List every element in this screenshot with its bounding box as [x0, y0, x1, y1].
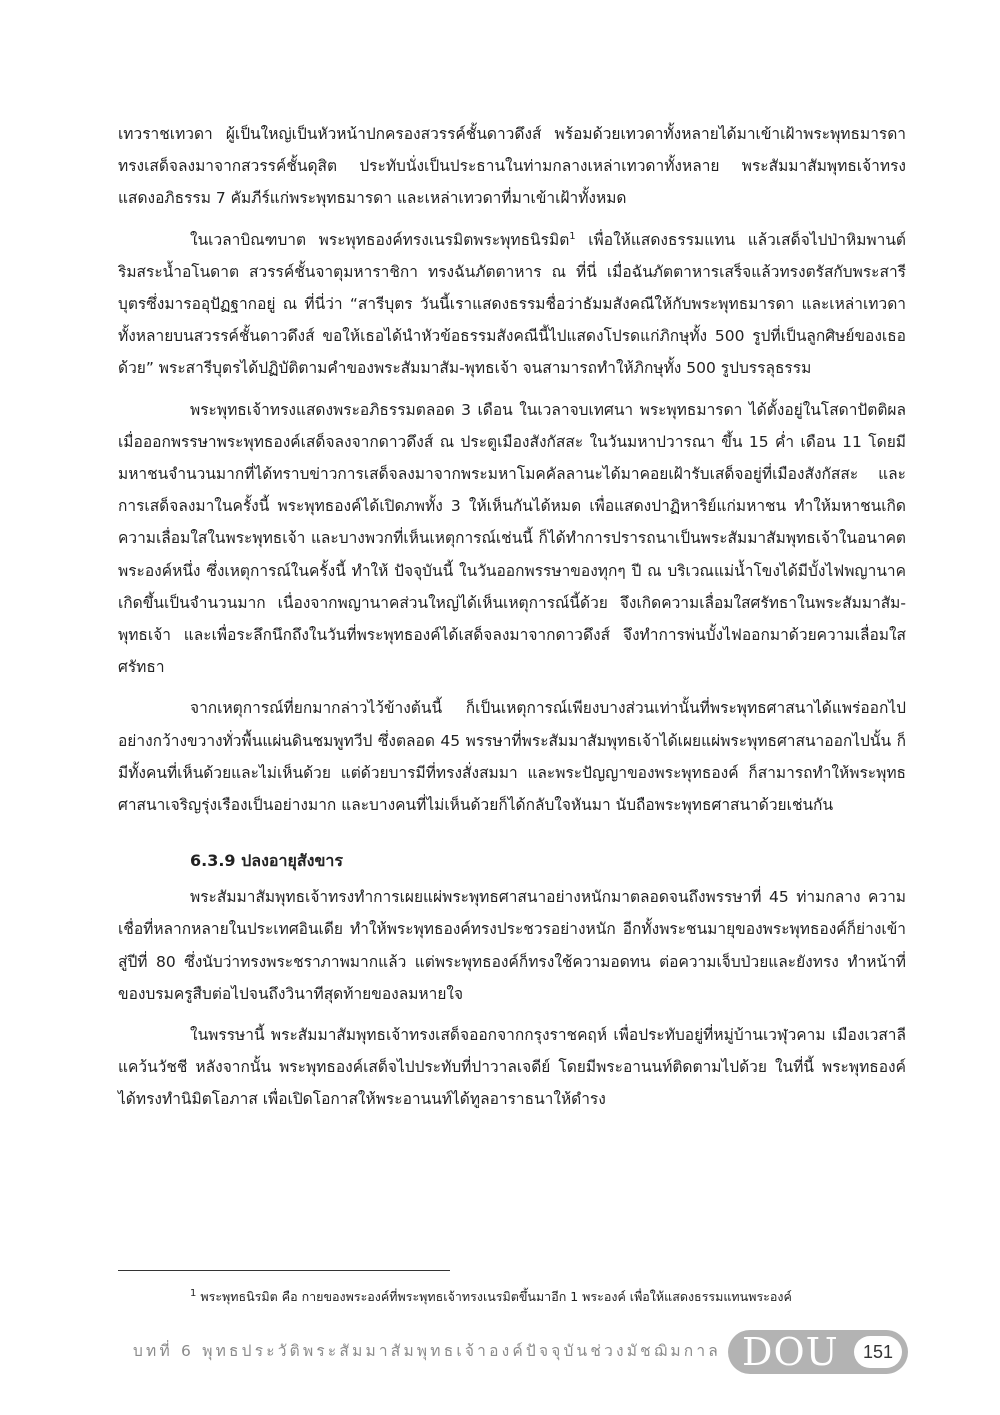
section-heading: 6.3.9 ปลงอายุสังขาร [190, 851, 343, 871]
paragraph-4: จากเหตุการณ์ที่ยกมากล่าวไว้ข้างต้นนี้ ก็เป็นเหตุการณ์เพียงบางส่วนเท่านั้นที่พระพุทธศาสนาได้แพร่ออกไปอย่างกว้างขวางทั่วพื้นแผ่นดินชมพูทวีป ซึ่งตลอด 45 พรรษาที่พระสัมมาสัมพุทธเจ้าได้เผยแผ่พระพุทธศาสนาออกไปนั้น ก็มีทั้งคนที่เห็นด้วยและไม่เห็นด้วย แต่ด้วยบารมีที่ทรงสั่งสมมา และพระปัญญาของพระพุทธองค์ ก็สามารถทำให้พระพุทธศาสนาเจริญรุ่งเรืองเป็นอย่างมาก และบางคนที่ไม่เห็นด้วยก็ได้กลับใจหันมา นับถือพระพุทธศาสนาด้วยเช่นกัน [118, 699, 906, 815]
page-footer [118, 1328, 908, 1378]
footnote [190, 1287, 906, 1307]
footnote-text: พระพุทธนิรมิต คือ กายของพระองค์ที่พระพุทธเจ้าทรงเนรมิตขึ้นมาอีก 1 พระองค์ เพื่อให้แสดงธรรมแทนพระองค์ [200, 1289, 792, 1304]
dou-logo: DOU [742, 1330, 839, 1374]
footnote-reference[interactable]: 1 [569, 230, 576, 242]
footnote-mark: 1 [190, 1287, 197, 1299]
paragraph-2-start: ในเวลาบิณฑบาต พระพุทธองค์ทรงเนรมิตพระพุทธนิรมิต [190, 230, 570, 249]
paragraph-3: พระพุทธเจ้าทรงแสดงพระอภิธรรมตลอด 3 เดือน ในเวลาจบเทศนา พระพุทธมารดา ได้ตั้งอยู่ในโสดาปัตติผล เมื่อออกพรรษาพระพุทธองค์เสด็จลงจากดาวดึงส์ ณ ประตูเมืองสังกัสสะ ในวันมหาปวารณา ขึ้น 15 ค่ำ เดือน 11 โดยมีมหาชนจำนวนมากที่ได้ทราบข่าวการเสด็จลงมาจากพระมหาโมคคัลลานะได้มาคอยเฝ้ารับเสด็จอยู่ที่เมืองสังกัสสะ และการเสด็จลงมาในครั้งนี้ พระพุทธองค์ได้เปิดภพทั้ง 3 ให้เห็นกันได้หมด เพื่อแสดงปาฏิหาริย์แก่มหาชน ทำให้มหาชนเกิดความเลื่อมใสในพระพุทธเจ้า และบางพวกที่เห็นเหตุการณ์เช่นนี้ ก็ได้ทำการปรารถนาเป็นพระสัมมาสัมพุทธเจ้าในอนาคตพระองค์หนึ่ง ซึ่งเหตุการณ์ในครั้งนี้ ทำให้ ปัจจุบันนี้ ในวันออกพรรษาของทุกๆ ปี ณ บริเวณแม่น้ำโขงได้มีบั้งไฟพญานาคเกิดขึ้นเป็นจำนวนมาก เนื่องจากพญานาคส่วนใหญ่ได้เห็นเหตุการณ์นี้ด้วย จึงเกิดความเลื่อมใสศรัทธาในพระสัมมาสัม-พุทธเจ้า และเพื่อระลึกนึกถึงในวันที่พระพุทธองค์ได้เสด็จลงมาจากดาวดึงส์ จึงทำการพ่นบั้งไฟออกมาด้วยความเลื่อมใสศรัทธา [118, 400, 906, 677]
footer-badge [728, 1330, 908, 1374]
paragraph-2-rest: เพื่อให้แสดงธรรมแทน แล้วเสด็จไปป่าหิมพานต์ ริมสระน้ำอโนดาต สวรรค์ชั้นจาตุมหาราชิกา ทรงฉันภัตตาหาร ณ ที่นี่ เมื่อฉันภัตตาหารเสร็จแล้วทรงตรัสกับพระสารีบุตรซึ่งมารออุปัฏฐากอยู่ ณ ที่นี่ว่า “สารีบุตร วันนี้เราแสดงธรรมชื่อว่าธัมมสังคณีให้กับพระพุทธมารดา และเหล่าเทวดาทั้งหลายบนสวรรค์ชั้นดาวดึงส์ ขอให้เธอได้นำหัวข้อธรรมสังคณีนี้ไปแสดงโปรดแก่ภิกษุทั้ง 500 รูปที่เป็นลูกศิษย์ของเธอด้วย” พระสารีบุตรได้ปฏิบัติตามคำของพระสัมมาสัม-พุทธเจ้า จนสามารถทำให้ภิกษุทั้ง 500 รูปบรรลุธรรม [118, 230, 906, 378]
footnote-divider [118, 1270, 450, 1271]
section-paragraph-2: ในพรรษานี้ พระสัมมาสัมพุทธเจ้าทรงเสด็จออกจากกรุงราชคฤห์ เพื่อประทับอยู่ที่หมู่บ้านเวฬุวคาม เมืองเวสาลี แคว้นวัชชี หลังจากนั้น พระพุทธองค์เสด็จไปประทับที่ปาวาลเจดีย์ โดยมีพระอานนท์ติดตามไปด้วย ในที่นี้ พระพุทธองค์ได้ทรงทำนิมิตโอภาส เพื่อเปิดโอกาสให้พระอานนท์ได้ทูลอาราธนาให้ดำรง [118, 1026, 906, 1109]
paragraph-2 [118, 224, 906, 385]
footer-chapter-title: บทที่ 6 พุทธประวัติพระสัมมาสัมพุทธเจ้าองค์ปัจจุบันช่วงมัชฌิมกาล [133, 1342, 721, 1360]
page-number: 151 [854, 1336, 902, 1368]
paragraph-1: เทวราชเทวดา ผู้เป็นใหญ่เป็นหัวหน้าปกครองสวรรค์ชั้นดาวดึงส์ พร้อมด้วยเทวดาทั้งหลายได้มาเข้าเฝ้าพระพุทธมารดา ทรงเสด็จลงมาจากสวรรค์ชั้นดุสิต ประทับนั่งเป็นประธานในท่ามกลางเหล่าเทวดาทั้งหลาย พระสัมมาสัมพุทธเจ้าทรงแสดงอภิธรรม 7 คัมภีร์แก่พระพุทธมารดา และเหล่าเทวดาที่มาเข้าเฝ้าทั้งหมด [118, 125, 906, 208]
page-body [118, 118, 906, 1125]
section-paragraph-1: พระสัมมาสัมพุทธเจ้าทรงทำการเผยแผ่พระพุทธศาสนาอย่างหนักมาตลอดจนถึงพรรษาที่ 45 ท่ามกลาง ความเชื่อที่หลากหลายในประเทศอินเดีย ทำให้พระพุทธองค์ทรงประชวรอย่างหนัก อีกทั้งพระชนมายุของพระพุทธองค์ก็ย่างเข้าสู่ปีที่ 80 ซึ่งนับว่าทรงพระชราภาพมากแล้ว แต่พระพุทธองค์ก็ทรงใช้ความอดทน ต่อความเจ็บป่วยและยังทรง ทำหน้าที่ของบรมครูสืบต่อไปจนถึงวินาทีสุดท้ายของลมหายใจ [118, 888, 906, 1003]
